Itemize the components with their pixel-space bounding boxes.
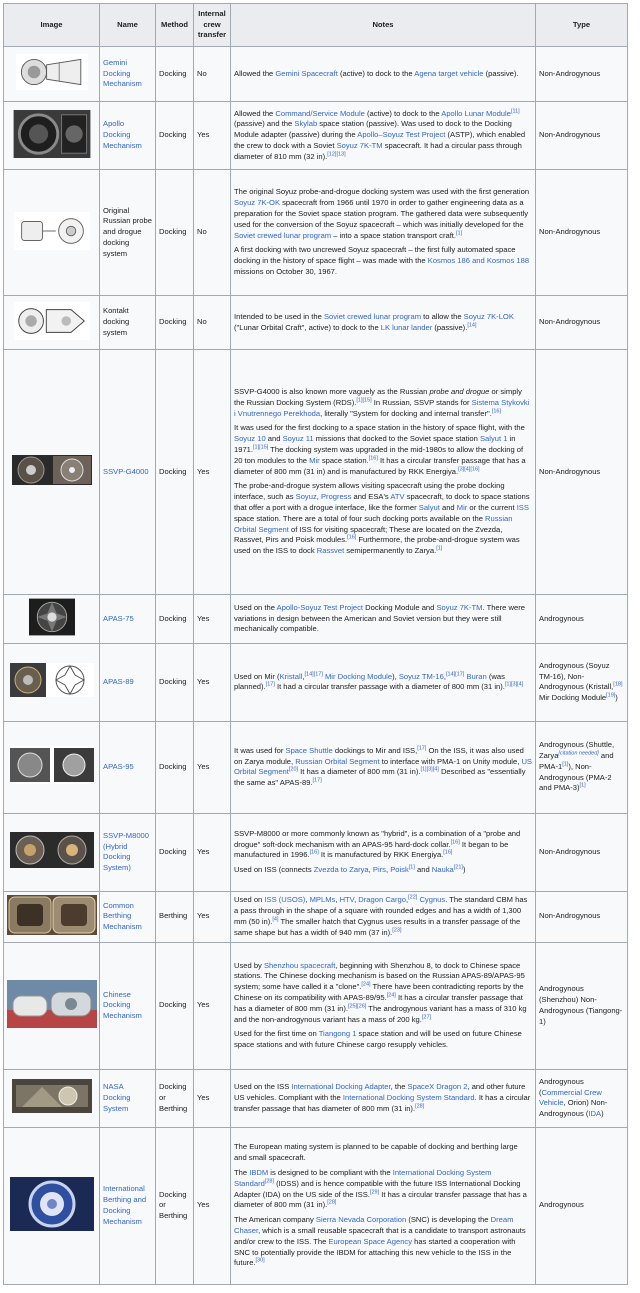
inline-link[interactable]: Apollo-Soyuz Test Project [276, 602, 364, 612]
table-row [4, 102, 628, 170]
system-name-link[interactable]: Apollo Docking Mechanism [103, 119, 142, 150]
citation-ref[interactable]: [1] [408, 864, 415, 871]
notes-paragraph: Used on the Apollo-Soyuz Test Project Docking Module and Soyuz 7K-TM. There were variations in design between the American and Soviet version but they were still mechanically compatible. [234, 602, 525, 634]
table-row [4, 296, 628, 350]
system-name-link[interactable]: APAS-75 [103, 613, 134, 623]
row-image-cell[interactable] [4, 47, 100, 102]
row-type-cell: Androgynous (Soyuz TM-16), Non-Androgynous (Kristall,[18] Mir Docking Module[19]) [536, 643, 628, 721]
row-type-cell: Non-Androgynous [536, 47, 628, 102]
row-type-cell: Androgynous [536, 1127, 628, 1284]
citation-ref[interactable]: [1][3][4] [504, 681, 524, 688]
citation-ref[interactable]: [22] [408, 894, 418, 901]
inline-link[interactable]: Soyuz [295, 492, 317, 502]
row-image-cell[interactable] [4, 296, 100, 350]
citation-ref[interactable]: [4] [272, 916, 279, 923]
docking-systems-table-wrapper [3, 3, 627, 1285]
docking-systems-table [3, 3, 628, 1285]
row-image-cell[interactable] [4, 595, 100, 644]
notes-paragraph: The American company Sierra Nevada Corporation (SNC) is developing the Dream Chaser, which is a small reusable spacecraft that is a candidate to transport astronauts and/or crew to the ISS. The European Space Agency has started a cooperation with SNC to potentially provide the IBDM for attaching this new vehicle to the ISS in the future.[30] [234, 1215, 526, 1268]
notes-paragraph: Intended to be used in the Soviet crewed lunar program to allow the Soyuz 7K-LOK ("Lunar Orbital Craft", active) to dock to the LK lunar lander (passive).[14] [234, 311, 514, 332]
row-name-cell[interactable] [100, 942, 156, 1069]
notes-paragraph: Used by Shenzhou spacecraft, beginning with Shenzhou 8, to dock to Chinese space stations. The Chinese docking mechanism is based on the Russian APAS-89/APAS-95 system; some have called it a "clone".[24] There have been contradicting reports by the Chinese on its compatibility with APAS-89/95.[24] It has a circular transfer passage that has a diameter of 800 mm (31 in).[25][26] The androgynous variant has a mass of 310 kg and the non-androgynous variant has a mass of 200 kg.[27] [234, 960, 527, 1024]
inline-link[interactable]: Gemini Spacecraft [275, 68, 338, 78]
system-name-link[interactable]: APAS-95 [103, 761, 134, 771]
row-name-cell[interactable] [100, 350, 156, 595]
system-name-link[interactable]: Gemini Docking Mechanism [103, 57, 142, 89]
citation-ref[interactable]: [25][26] [347, 1003, 367, 1010]
notes-paragraph: A first docking with two uncrewed Soyuz spacecraft – the first fully automated space docking in the history of space flight – was made with the Kosmos 186 and Kosmos 188 missions on October 30, 1967. [234, 245, 530, 276]
row-crew-transfer-cell: Yes [194, 643, 231, 721]
citation-ref[interactable]: [1] [456, 229, 463, 236]
notes-paragraph: Used on the ISS International Docking Adapter, the SpaceX Dragon 2, and other future US vehicles. Compliant with the International Docking System Standard. It has a circular transfer passage that has diameter of 800 mm (31 in).[28] [234, 1082, 531, 1113]
notes-paragraph: The IBDM is designed to be compliant with the International Docking System Standard[28] (IDSS) and is hence compatible with the future ISS International Docking Adapter (IDA) on the US side of the ISS.[29] It has a circular transfer passage that has a diameter of 800 mm (31 in).[28] [234, 1168, 527, 1210]
inline-link[interactable]: Soyuz 7K-LOK [463, 311, 514, 321]
row-type-cell: Non-Androgynous [536, 891, 628, 942]
header-image[interactable]: Image [4, 4, 100, 47]
inline-link[interactable]: European Space Agency [328, 1236, 413, 1246]
row-image-cell[interactable] [4, 721, 100, 813]
citation-ref[interactable]: [16] [309, 849, 319, 856]
row-crew-transfer-cell: No [194, 296, 231, 350]
citation-ref[interactable]: [1][15] [356, 397, 372, 404]
citation-ref[interactable]: [citation needed] [558, 750, 599, 757]
citation-ref[interactable]: [16] [347, 534, 357, 541]
table-row [4, 891, 628, 942]
notes-paragraph: SSVP-M8000 or more commonly known as "hybrid", is a combination of a "probe and drogue" soft-dock mechanism with an APAS-95 hard-dock collar.[16] It began to be manufactured in 1996.[16] It is manufactured by RKK Energiya.[16] [234, 828, 521, 860]
inline-link[interactable]: Agena target vehicle [414, 68, 484, 78]
header-name[interactable]: Name [100, 4, 156, 47]
row-crew-transfer-cell: Yes [194, 102, 231, 170]
inline-link[interactable]: Russian Orbital Segment [234, 513, 513, 534]
inline-link[interactable]: Poisk [390, 865, 409, 875]
cbm-image[interactable] [7, 895, 97, 935]
row-type-cell: Androgynous (Commercial Crew Vehicle, Orion) Non-Androgynous (IDA) [536, 1069, 628, 1127]
row-crew-transfer-cell: No [194, 47, 231, 102]
row-method-cell: Docking [156, 47, 194, 102]
inline-link[interactable]: Buran [466, 671, 487, 681]
row-image-cell[interactable] [4, 1069, 100, 1127]
citation-ref[interactable]: [1] [579, 782, 586, 789]
row-image-cell[interactable] [4, 891, 100, 942]
citation-ref[interactable]: [19] [606, 692, 616, 699]
row-image-cell[interactable] [4, 942, 100, 1069]
inline-link[interactable]: Rassvet [316, 546, 345, 556]
table-row [4, 813, 628, 891]
citation-ref[interactable]: [3][4][16] [458, 466, 480, 473]
row-image-cell[interactable] [4, 350, 100, 595]
row-image-cell[interactable] [4, 1127, 100, 1284]
inline-link[interactable]: IBDM [249, 1168, 269, 1178]
table-row [4, 170, 628, 296]
notes-paragraph: Used on Mir (Kristall,[14][17] Mir Docking Module), Soyuz TM-16,[14][17] Buran (was planned).[17] It had a circular transfer passage with a diameter of 800 mm (31 in).[1][3][4] [234, 670, 524, 692]
citation-ref[interactable]: [28] [415, 1103, 425, 1110]
row-notes-cell [231, 942, 536, 1069]
row-type-cell: Androgynous (Shenzhou) Non-Androgynous (Tiangong-1) [536, 942, 628, 1069]
inline-link[interactable]: Sistema Stykovki i Vnutrennego Perekhoda [234, 397, 530, 418]
inline-link[interactable]: Sierra Nevada Corporation [315, 1215, 407, 1225]
row-crew-transfer-cell: Yes [194, 942, 231, 1069]
citation-ref[interactable]: [17] [312, 777, 322, 784]
citation-ref[interactable]: [16] [450, 838, 460, 845]
notes-paragraph: Used on ISS (USOS), MPLMs, HTV, Dragon Cargo,[22] Cygnus. The standard CBM has a pass through in the shape of a square with rounded edges and has a width of 1,300 mm (50 in).[4] The smaller hatch that Cygnus uses results in a transfer passage of the same shape but has a width of 940 mm (37 in).[23] [234, 894, 528, 937]
row-method-cell: Docking [156, 813, 194, 891]
row-crew-transfer-cell: Yes [194, 721, 231, 813]
citation-ref[interactable]: [24] [386, 992, 396, 999]
inline-link[interactable]: Tiangong 1 [318, 1029, 357, 1039]
row-type-cell: Non-Androgynous [536, 296, 628, 350]
inline-link[interactable]: Soviet crewed lunar program [323, 311, 422, 321]
row-crew-transfer-cell: Yes [194, 813, 231, 891]
citation-ref[interactable]: [18] [613, 681, 623, 688]
row-notes-cell [231, 595, 536, 644]
inline-link[interactable]: Space Shuttle [285, 745, 333, 755]
citation-ref[interactable]: [28] [264, 1178, 275, 1185]
inline-link[interactable]: Pirs [372, 865, 386, 875]
citation-ref[interactable]: [1] [562, 761, 569, 768]
gemini-docking-image[interactable] [13, 54, 91, 90]
row-notes-cell [231, 721, 536, 813]
notes-paragraph: Used for the first time on Tiangong 1 space station and will be used on future Chinese space stations and with future Chinese cargo resupply vehicles. [234, 1029, 522, 1050]
inline-link[interactable]: Dream Chaser [234, 1215, 514, 1235]
row-notes-cell [231, 296, 536, 350]
inline-link[interactable]: Nauka [431, 865, 454, 875]
inline-link[interactable]: Commercial Crew Vehicle [539, 1087, 602, 1108]
citation-ref[interactable]: [29] [369, 1189, 380, 1196]
citation-ref[interactable]: [1] [436, 545, 443, 552]
row-name-cell[interactable] [100, 891, 156, 942]
row-image-cell[interactable] [4, 102, 100, 170]
notes-paragraph: Used on ISS (connects Zvezda to Zarya, Pirs, Poisk[1] and Nauka[21]) [234, 864, 466, 875]
inline-link[interactable]: International Docking System Standard [342, 1092, 475, 1102]
table-header-row [4, 4, 628, 47]
inline-link[interactable]: Mir [456, 502, 468, 512]
table-row [4, 643, 628, 721]
row-notes-cell [231, 643, 536, 721]
table-row [4, 350, 628, 595]
notes-paragraph: The European mating system is planned to be capable of docking and berthing large and small spacecraft. [234, 1142, 518, 1163]
row-crew-transfer-cell: Yes [194, 350, 231, 595]
inline-link[interactable]: Kosmos 186 and Kosmos 188 [427, 256, 530, 266]
notes-paragraph: It was used for the first docking to a space station in the history of space flight, with the Soyuz 10 and Soyuz 11 missions that docked to the Soviet space station Salyut 1 in 1971.[1][15] The docking system was upgraded in the mid-1980s to allow the docking of 20 ton modules to the Mir space station.[16] It has a circular transfer passage that has a diameter of 800 mm (31 in) and is manufactured by RKK Energiya.[3][4][16] [234, 423, 526, 476]
inline-link[interactable]: Apollo–Soyuz Test Project [357, 130, 446, 140]
inline-link[interactable]: LK lunar lander [380, 322, 433, 332]
citation-ref[interactable]: [12][13] [327, 151, 346, 158]
citation-ref[interactable]: [11] [510, 108, 520, 115]
table-row [4, 1127, 628, 1284]
citation-ref[interactable]: [14][17] [304, 670, 323, 677]
inline-link[interactable]: Zvezda to Zarya [313, 865, 369, 875]
inline-link[interactable]: Soyuz 7K-OK [234, 198, 281, 208]
row-name-cell[interactable] [100, 595, 156, 644]
inline-link[interactable]: Soyuz 10 [234, 434, 266, 444]
row-name-cell[interactable] [100, 102, 156, 170]
table-row [4, 721, 628, 813]
inline-link[interactable]: Salyut 1 [479, 434, 508, 444]
inline-link[interactable]: Mir Docking Module [324, 671, 393, 681]
notes-paragraph: SSVP-G4000 is also known more vaguely as the Russian probe and drogue or simply the Russian Docking System (RDS).[1][15] In Russian, SSVP stands for Sistema Stykovki i Vnutrennego Perekhoda, literally "System for docking and internal transfer".[16] [234, 387, 530, 418]
system-name-link[interactable]: SSVP-M8000 (Hybrid Docking System) [103, 830, 150, 873]
row-type-cell: Non-Androgynous [536, 350, 628, 595]
row-crew-transfer-cell: Yes [194, 1069, 231, 1127]
inline-link[interactable]: Kristall [279, 671, 303, 681]
citation-ref[interactable]: [21] [453, 864, 463, 871]
system-name-link[interactable]: APAS-89 [103, 676, 134, 686]
inline-link[interactable]: Soyuz TM-16 [398, 671, 444, 681]
inline-link[interactable]: Apollo Lunar Module [441, 108, 511, 118]
inline-link[interactable]: Soyuz 11 [282, 434, 314, 444]
row-notes-cell [231, 1069, 536, 1127]
row-method-cell: Docking [156, 350, 194, 595]
table-row [4, 595, 628, 644]
inline-link[interactable]: Skylab [294, 119, 318, 129]
inline-link[interactable]: IDA [588, 1109, 602, 1119]
system-name-link[interactable]: NASA Docking System [103, 1082, 131, 1113]
header-notes[interactable]: Notes [231, 4, 536, 47]
row-crew-transfer-cell: No [194, 170, 231, 296]
ssvp-m8000-image[interactable] [10, 832, 94, 868]
citation-ref[interactable]: [23] [392, 927, 402, 934]
citation-ref[interactable]: [27] [421, 1014, 432, 1021]
citation-ref[interactable]: [16] [368, 455, 378, 462]
header-type[interactable]: Type [536, 4, 628, 47]
inline-link[interactable]: Russian Orbital Segment [295, 756, 380, 766]
inline-link[interactable]: Cygnus [419, 895, 446, 905]
inline-link[interactable]: ATV [390, 492, 405, 502]
row-notes-cell [231, 891, 536, 942]
notes-paragraph: Allowed the Command/Service Module (active) to dock to the Apollo Lunar Module[11] (passive) and the Skylab space station (passive). Was used to dock to the Docking Module adapter (passive) during the Apollo–Soyuz Test Project (ASTP), which enabled the crew to dock with a Soviet Soyuz 7K-TM spacecraft. It had a circular pass through diameter of 810 mm (32 in).[12][13] [234, 108, 526, 161]
system-name: Kontakt docking system [103, 306, 130, 337]
row-crew-transfer-cell: Yes [194, 1127, 231, 1284]
row-crew-transfer-cell: Yes [194, 891, 231, 942]
citation-ref[interactable]: [16] [443, 849, 453, 856]
citation-ref[interactable]: [24] [361, 981, 371, 988]
inline-link[interactable]: SpaceX Dragon 2 [407, 1082, 468, 1092]
row-notes-cell [231, 102, 536, 170]
system-name-link[interactable]: Common Berthing Mechanism [103, 900, 142, 932]
citation-ref[interactable]: [1][3][4] [420, 766, 439, 773]
citation-ref[interactable]: [30] [255, 1257, 265, 1264]
citation-ref[interactable]: [16] [491, 408, 502, 415]
row-type-cell: Androgynous [536, 595, 628, 644]
row-notes-cell [231, 1127, 536, 1284]
citation-ref[interactable]: [1][15] [253, 444, 269, 451]
row-type-cell: Non-Androgynous [536, 813, 628, 891]
nasa-docking-image[interactable] [12, 1079, 92, 1113]
row-notes-cell [231, 47, 536, 102]
notes-paragraph: Allowed the Gemini Spacecraft (active) to dock to the Agena target vehicle (passive). [234, 68, 519, 78]
inline-link[interactable]: US Orbital Segment [234, 756, 532, 777]
row-name-cell[interactable] [100, 813, 156, 891]
inline-link[interactable]: Soviet crewed lunar program [234, 230, 332, 240]
inline-link[interactable]: International Docking Adapter [291, 1082, 391, 1092]
row-method-cell: Docking [156, 942, 194, 1069]
ssvp-g4000-image[interactable] [12, 455, 92, 485]
apas-95-image[interactable] [10, 746, 94, 784]
system-name: Original Russian probe and drogue docking system [103, 205, 152, 258]
row-name-cell [100, 170, 156, 296]
row-type-cell: Non-Androgynous [536, 170, 628, 296]
inline-link[interactable]: Progress [320, 492, 352, 502]
citation-ref[interactable]: [17] [417, 745, 427, 752]
notes-paragraph: It was used for Space Shuttle dockings to Mir and ISS,[17] On the ISS, it was also used on Zarya module, Russian Orbital Segment to interface with PMA-1 on Unity module, US Orbital Segment[20] It has a diameter of 800 mm (31 in).[1][3][4] Described as "essentially the same as" APAS-89.[17] [234, 745, 532, 788]
system-name-link[interactable]: Chinese Docking Mechanism [103, 989, 142, 1021]
citation-ref[interactable]: [14] [467, 321, 477, 328]
row-method-cell: Docking [156, 721, 194, 813]
row-name-cell[interactable] [100, 1127, 156, 1284]
inline-link[interactable]: Dragon Cargo [358, 895, 406, 905]
inline-link[interactable]: Salyut [418, 502, 440, 512]
notes-paragraph: The probe-and-drogue system allows visiting spacecraft using the probe docking interface, such as Soyuz, Progress and ESA's ATV spacecraft, to dock to space stations that offer a port with a drogue interface, like the former Salyut and Mir or the current ISS space station. There are a total of four such docking ports available on the Russian Orbital Segment of ISS for visiting spacecraft; These are located on the Zvezda, Rassvet, Pirs and Poisk modules.[16] Furthermore, the probe-and-drogue system was used on the ISS to dock Rassvet semipermanently to Zarya.[1] [234, 481, 530, 556]
row-method-cell: Docking [156, 643, 194, 721]
inline-link[interactable]: ISS [516, 502, 529, 512]
row-name-cell[interactable] [100, 47, 156, 102]
apollo-docking-image[interactable] [13, 110, 91, 158]
inline-link[interactable]: MPLMs [309, 895, 336, 905]
system-name-link[interactable]: International Berthing and Docking Mechanism [103, 1184, 147, 1226]
apas-89-image[interactable] [10, 663, 94, 697]
row-name-cell[interactable] [100, 643, 156, 721]
notes-paragraph: The original Soyuz probe-and-drogue docking system was used with the first generation Soyuz 7K-OK spacecraft from 1966 until 1970 in order to gather engineering data as a preparation for the Soviet space station program. The gathered data were subsequently used for the conversion of the Soyuz spacecraft – which was initially developed for the Soviet crewed lunar program – into a space station transport craft.[1] [234, 187, 530, 240]
row-name-cell[interactable] [100, 1069, 156, 1127]
row-type-cell: Non-Androgynous [536, 102, 628, 170]
row-crew-transfer-cell: Yes [194, 595, 231, 644]
inline-link[interactable]: Command/Service Module [275, 108, 365, 118]
table-row [4, 942, 628, 1069]
row-image-cell[interactable] [4, 643, 100, 721]
table-row [4, 47, 628, 102]
inline-link[interactable]: Mir [309, 455, 320, 465]
citation-ref[interactable]: [17] [265, 681, 275, 688]
row-method-cell: Docking [156, 102, 194, 170]
russian-probe-drogue-image[interactable] [13, 212, 91, 250]
row-notes-cell [231, 813, 536, 891]
row-method-cell: Docking [156, 296, 194, 350]
citation-ref[interactable]: [14][17] [446, 670, 465, 677]
row-name-cell[interactable] [100, 721, 156, 813]
header-crew-transfer[interactable]: Internal crew transfer [194, 4, 231, 47]
row-notes-cell [231, 170, 536, 296]
row-type-cell: Androgynous (Shuttle, Zarya[citation needed] and PMA-1[1]), Non-Androgynous (PMA-2 and PMA-3)[1] [536, 721, 628, 813]
inline-link[interactable]: Soyuz 7K-TM [336, 140, 383, 150]
row-image-cell[interactable] [4, 813, 100, 891]
inline-link[interactable]: Shenzhou spacecraft [263, 960, 336, 970]
row-notes-cell [231, 350, 536, 595]
citation-ref[interactable]: [20] [288, 766, 299, 773]
chinese-docking-image[interactable] [7, 980, 97, 1028]
table-row [4, 1069, 628, 1127]
row-method-cell: Berthing [156, 891, 194, 942]
row-method-cell: Docking [156, 170, 194, 296]
kontakt-docking-image[interactable] [13, 302, 91, 340]
inline-link[interactable]: HTV [339, 895, 355, 905]
inline-link[interactable]: ISS (USOS) [264, 895, 306, 905]
row-image-cell[interactable] [4, 170, 100, 296]
row-name-cell [100, 296, 156, 350]
row-method-cell: Docking [156, 595, 194, 644]
inline-link[interactable]: International Docking System Standard [234, 1168, 492, 1188]
row-method-cell: Docking or Berthing [156, 1127, 194, 1284]
system-name-link[interactable]: SSVP-G4000 [103, 466, 149, 476]
citation-ref[interactable]: [28] [327, 1199, 337, 1206]
row-method-cell: Docking or Berthing [156, 1069, 194, 1127]
ibdm-image[interactable] [10, 1177, 94, 1231]
header-method[interactable]: Method [156, 4, 194, 47]
inline-link[interactable]: Soyuz 7K-TM [436, 602, 483, 612]
apas-75-image[interactable] [29, 597, 75, 637]
